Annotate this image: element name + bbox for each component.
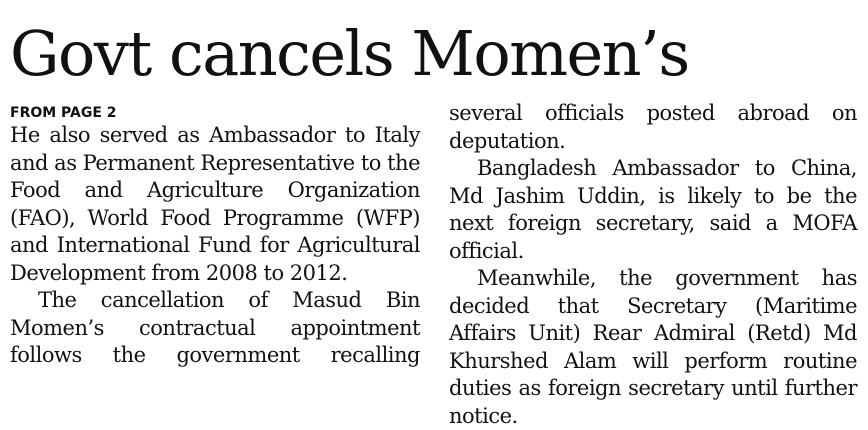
headline: Govt cancels Momen’s (10, 17, 689, 90)
paragraph-cancellation: The cancellation of Masud Bin Momen’s contractual appointment follows the government recalling (10, 288, 420, 367)
paragraph-ambassador-history: He also served as Ambassador to Italy and as Permanent Representative to the Food and Agriculture Organization (FAO), World Food Programme (WFP) and International Fund for Agricultural Development from 2008 to 2012. (10, 123, 420, 285)
paragraph-interim-duties: Meanwhile, the government has decided that Secretary (Maritime Affairs Unit) Rear Admiral (Retd) Md Khurshed Alam will perform routine duties as foreign secretary until further notice. (449, 266, 857, 428)
paragraph-next-secretary: Bangladesh Ambassador to China, Md Jashim Uddin, is likely to be the next foreign secretary, said a MOFA official. (449, 156, 857, 263)
article-column-right (449, 100, 857, 430)
article-column-left (10, 104, 420, 370)
continuation-kicker: FROM PAGE 2 (10, 105, 117, 121)
paragraph-deputation: several officials posted abroad on deputation. (449, 101, 857, 153)
